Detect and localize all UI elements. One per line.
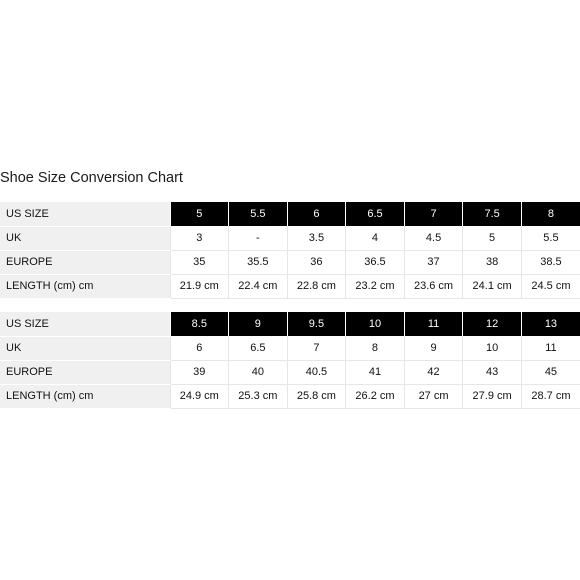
us-size-cell: 7 [404,202,463,226]
table-row [0,250,580,274]
size-cell: 25.3 cm [229,384,288,408]
size-cell: 6 [170,336,229,360]
size-cell: 36.5 [346,250,405,274]
size-cell: 4 [346,226,405,250]
us-size-cell: 12 [463,312,522,336]
row-label: LENGTH (cm) cm [0,274,170,298]
table-row [0,312,580,336]
size-cell: 11 [521,336,580,360]
size-cell: 4.5 [404,226,463,250]
us-size-cell: 7.5 [463,202,522,226]
table-row [0,202,580,226]
us-size-cell: 6 [287,202,346,226]
chart-title: Shoe Size Conversion Chart [0,170,183,186]
size-cell: 6.5 [229,336,288,360]
us-size-cell: 11 [404,312,463,336]
row-label: UK [0,226,170,250]
size-cell: 35.5 [229,250,288,274]
size-cell: 38.5 [521,250,580,274]
row-label: LENGTH (cm) cm [0,384,170,408]
size-cell: 24.9 cm [170,384,229,408]
size-cell: 26.2 cm [346,384,405,408]
size-cell: 5.5 [521,226,580,250]
us-size-cell: 10 [346,312,405,336]
us-size-cell: 8.5 [170,312,229,336]
us-size-cell: 6.5 [346,202,405,226]
us-size-cell: 13 [521,312,580,336]
table-row [0,274,580,298]
size-cell: 7 [287,336,346,360]
size-cell: 41 [346,360,405,384]
size-cell: 40 [229,360,288,384]
size-cell: 5 [463,226,522,250]
row-label: US SIZE [0,312,170,336]
size-cell: 22.8 cm [287,274,346,298]
size-cell: 24.5 cm [521,274,580,298]
size-cell: 42 [404,360,463,384]
size-cell: 39 [170,360,229,384]
size-cell: 43 [463,360,522,384]
row-label: EUROPE [0,250,170,274]
size-cell: 36 [287,250,346,274]
size-cell: 27 cm [404,384,463,408]
size-cell: 23.2 cm [346,274,405,298]
row-label: UK [0,336,170,360]
table-row [0,226,580,250]
size-table-2 [0,312,580,409]
us-size-cell: 5 [170,202,229,226]
size-cell: 9 [404,336,463,360]
size-cell: 22.4 cm [229,274,288,298]
size-cell: 45 [521,360,580,384]
size-cell: 24.1 cm [463,274,522,298]
table-row [0,336,580,360]
us-size-cell: 8 [521,202,580,226]
size-cell: - [229,226,288,250]
size-cell: 23.6 cm [404,274,463,298]
us-size-cell: 5.5 [229,202,288,226]
size-cell: 3.5 [287,226,346,250]
size-cell: 27.9 cm [463,384,522,408]
size-cell: 3 [170,226,229,250]
table-row [0,384,580,408]
size-cell: 37 [404,250,463,274]
table-row [0,360,580,384]
size-cell: 21.9 cm [170,274,229,298]
size-cell: 28.7 cm [521,384,580,408]
size-cell: 8 [346,336,405,360]
size-cell: 10 [463,336,522,360]
row-label: EUROPE [0,360,170,384]
size-cell: 38 [463,250,522,274]
size-table-1 [0,202,580,299]
us-size-cell: 9.5 [287,312,346,336]
size-cell: 35 [170,250,229,274]
us-size-cell: 9 [229,312,288,336]
size-cell: 40.5 [287,360,346,384]
size-cell: 25.8 cm [287,384,346,408]
row-label: US SIZE [0,202,170,226]
